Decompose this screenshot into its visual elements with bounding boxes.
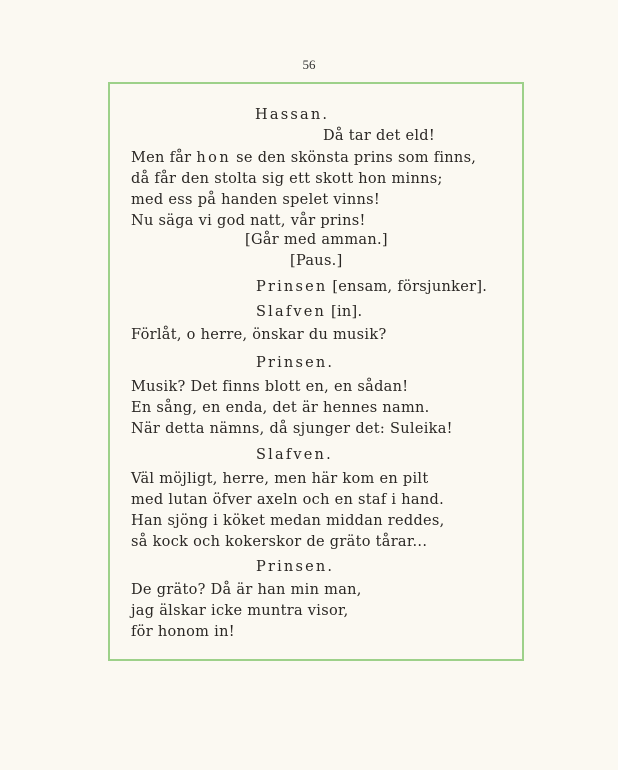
speaker-heading-prinsen: Prinsen. [256, 559, 335, 575]
verse-line: Förlåt, o herre, önskar du musik? [131, 327, 387, 343]
verse-line: Musik? Det finns blott en, en sådan! [131, 379, 409, 395]
speaker-heading-prinsen: Prinsen. [256, 355, 335, 371]
verse-line: Väl möjligt, herre, men här kom en pilt [131, 471, 429, 487]
verse-line [131, 149, 476, 167]
stage-direction: [ensam, försjunker]. [327, 279, 488, 295]
verse-line: för honom in! [131, 624, 235, 640]
verse-line: Då tar det eld! [323, 128, 436, 144]
verse-text: se den skönsta prins som finns, [231, 150, 477, 166]
stage-direction: [Paus.] [290, 253, 343, 269]
speaker-heading-slafven [256, 303, 362, 321]
verse-line: Nu säga vi god natt, vår prins! [131, 213, 366, 229]
verse-line: då får den stolta sig ett skott hon minns; [131, 171, 443, 187]
speaker-name: Slafven [256, 304, 327, 320]
verse-line: med ess på handen spelet vinns! [131, 192, 380, 208]
speaker-heading-hassan: Hassan. [255, 107, 330, 123]
verse-text: Men får [131, 150, 197, 166]
verse-line: En sång, en enda, det är hennes namn. [131, 400, 430, 416]
speaker-heading-slafven: Slafven. [256, 447, 333, 463]
speaker-heading-prinsen [256, 278, 487, 296]
emphasized-word: hon [196, 150, 232, 166]
speaker-name: Prinsen [256, 279, 328, 295]
verse-line: När detta nämns, då sjunger det: Suleika! [131, 421, 453, 437]
stage-direction: [Går med amman.] [245, 232, 388, 248]
verse-line: Han sjöng i köket medan middan reddes, [131, 513, 445, 529]
verse-line: så kock och kokerskor de gräto tårar... [131, 534, 428, 550]
verse-line: De gräto? Då är han min man, [131, 582, 362, 598]
verse-line: med lutan öfver axeln och en staf i hand. [131, 492, 444, 508]
stage-direction: [in]. [326, 304, 363, 320]
verse-line: jag älskar icke muntra visor, [131, 603, 349, 619]
page-number: 56 [302, 57, 316, 72]
